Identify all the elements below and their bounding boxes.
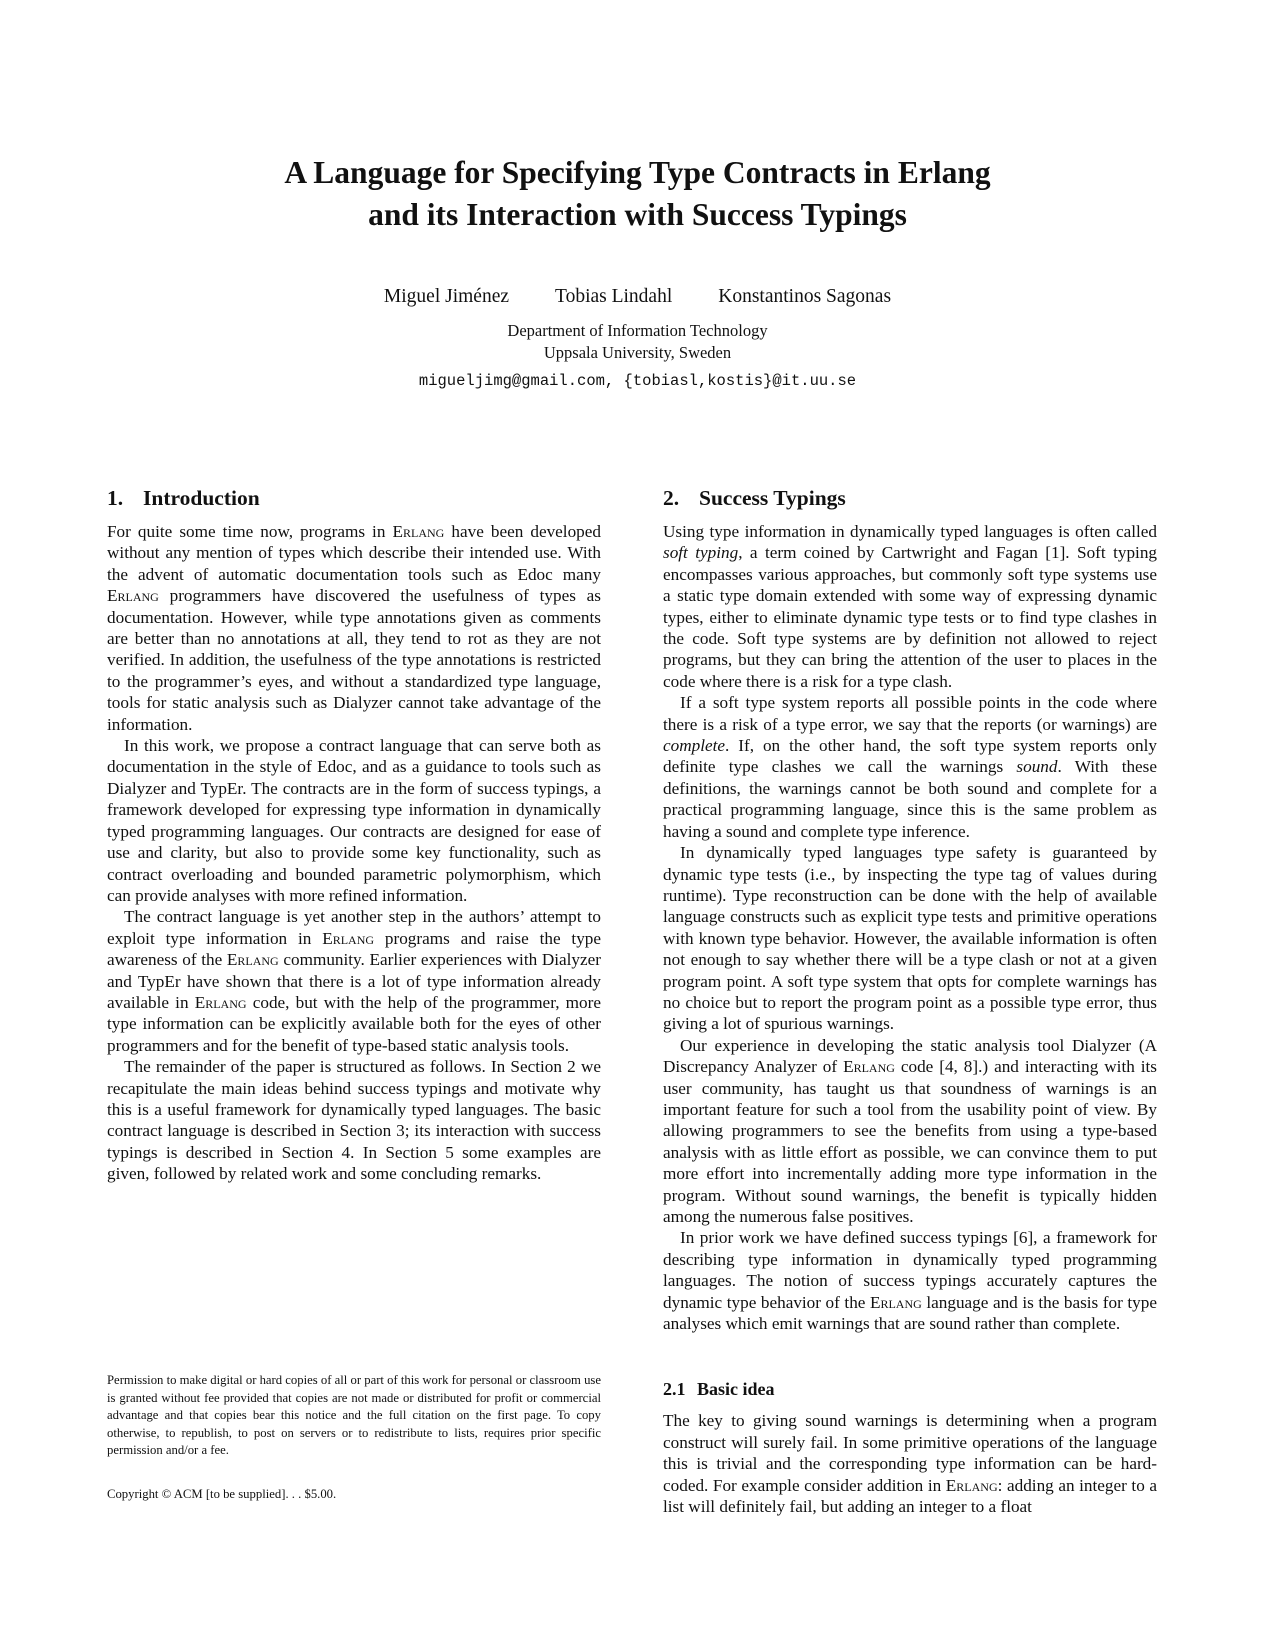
left-column <box>107 486 601 1517</box>
success-typings-paragraph: If a soft type system reports all possible points in the code where there is a risk of a type error, we say that the reports (or warnings) are complete. If, on the other hand, the soft type system reports only definite type clashes we call the warnings sound. With these definitions, the warnings cannot be both sound and complete for a practical programming language, since this is the same problem as having a sound and complete type inference. <box>663 693 1158 841</box>
right-column <box>663 486 1157 1517</box>
subsection-number: 2.1 <box>663 1379 686 1400</box>
title-line-2: and its Interaction with Success Typings <box>368 197 907 232</box>
success-typings-paragraph: Using type information in dynamically typed languages is often called soft typing, a term coined by Cartwright and Fagan [1]. Soft typing encompasses various approaches, but commonly soft type systems use a static type domain extended with some way of expressing dynamic types, either to eliminate dynamic type tests or to find type clashes in the code. Soft type systems are by definition not allowed to reject programs, but they can bring the attention of the user to places in the code where there is a risk for a type clash. <box>663 522 1158 691</box>
paper-header <box>0 0 1275 392</box>
section-title: Success Typings <box>699 486 846 510</box>
success-typings-paragraph: In prior work we have defined success typings [6], a framework for describing type information in dynamically typed programming languages. The notion of success typings accurately captures the dynamic type behavior of the Erlang language and is the basis for type analyses which emit warnings that are sound rather than complete. <box>663 1228 1157 1334</box>
intro-paragraph: The contract language is yet another step in the authors’ attempt to exploit type information in Erlang programs and raise the type awareness of the Erlang community. Earlier experiences with Dialyzer and TypEr have shown that there is a lot of type information already available in Erlang code, but with the help of the programmer, more type information can be explicitly available both for the eyes of other programmers and for the benefit of type-based static analysis tools. <box>107 907 602 1055</box>
title-line-1: A Language for Specifying Type Contracts in Erlang <box>284 155 991 190</box>
author-list <box>0 286 1275 308</box>
author-emails: migueljimg@gmail.com, {tobiasl,kostis}@it.uu.se <box>418 372 857 390</box>
copyright-footnote <box>107 1372 601 1504</box>
affiliation-block <box>0 320 1275 392</box>
section-number: 1. <box>107 486 124 510</box>
basic-idea-paragraph: The key to giving sound warnings is determining when a program construct will surely fail. In some primitive operations of the language this is trivial and the corresponding type information can be hard-coded. For example consider addition in Erlang: adding an integer to a list will definitely fail, but adding an integer to a float <box>663 1411 1157 1517</box>
permission-notice: Permission to make digital or hard copies of all or part of this work for personal or classroom use is granted without fee provided that copies are not made or distributed for profit or commercial advantage and that copies bear this notice and the full citation on the first page. To copy otherwise, to republish, to post on servers or to redistribute to lists, requires prior specific permission and/or a fee. <box>107 1373 601 1458</box>
author-name: Tobias Lindahl <box>555 286 673 307</box>
section-2-heading <box>663 486 1157 511</box>
section-title: Introduction <box>143 486 260 510</box>
copyright-line: Copyright © ACM [to be supplied]. . . $5.00. <box>107 1486 337 1501</box>
intro-paragraph: The remainder of the paper is structured as follows. In Section 2 we recapitulate the main ideas behind success typings and motivate why this is a useful framework for dynamically typed languages. The basic contract language is described in Section 3; its interaction with success typings is described in Section 4. In Section 5 some examples are given, followed by related work and some concluding remarks. <box>107 1057 601 1184</box>
section-2-1-heading <box>663 1378 1157 1400</box>
two-column-body <box>107 486 1157 1517</box>
affiliation-university: Uppsala University, Sweden <box>543 343 732 362</box>
success-typings-paragraph: In dynamically typed languages type safety is guaranteed by dynamic type tests (i.e., by inspecting the type tag of values during runtime). Type reconstruction can be done with the help of available language constructs such as explicit type tests and primitive operations with known type behavior. However, the available information is often not enough to say whether there will be a type clash or not at a given program point. A soft type system that opts for complete warnings has no choice but to report the program point as a possible type error, thus giving a lot of spurious warnings. <box>663 843 1157 1034</box>
intro-paragraph: For quite some time now, programs in Erlang have been developed without any mention of types which describe their intended use. With the advent of automatic documentation tools such as Edoc many Erlang programmers have discovered the usefulness of types as documentation. However, while type annotations given as comments are better than no annotations at all, they tend to rot as they are not verified. In addition, the usefulness of the type annotations is restricted to the programmer’s eyes, and without a standardized type language, tools for static analysis such as Dialyzer cannot take advantage of the information. <box>107 522 601 734</box>
author-name: Konstantinos Sagonas <box>718 286 892 307</box>
author-name: Miguel Jiménez <box>383 286 510 307</box>
section-number: 2. <box>663 486 680 510</box>
subsection-title: Basic idea <box>697 1379 775 1400</box>
intro-paragraph: In this work, we propose a contract language that can serve both as documentation in the style of Edoc, and as a guidance to tools such as Dialyzer and TypEr. The contracts are in the form of success typings, a framework developed for expressing type information in dynamically typed programming languages. Our contracts are designed for ease of use and clarity, but also to provide some key functionality, such as contract overloading and bounded parametric polymorphism, which can provide analyses with more refined information. <box>107 736 601 905</box>
section-1-heading <box>107 486 601 511</box>
paper-title <box>0 152 1275 236</box>
success-typings-paragraph: Our experience in developing the static analysis tool Dialyzer (A Discrepancy Analyzer of Erlang code [4, 8].) and interacting with its user community, has taught us that soundness of warnings is an important feature for such a tool from the usability point of view. By allowing programmers to see the benefits from using a type-based analysis with as little effort as possible, we can convince them to put more effort into incrementally adding more type information in the program. Without sound warnings, the benefit is typically hidden among the numerous false positives. <box>663 1035 1157 1226</box>
affiliation-department: Department of Information Technology <box>507 321 768 340</box>
